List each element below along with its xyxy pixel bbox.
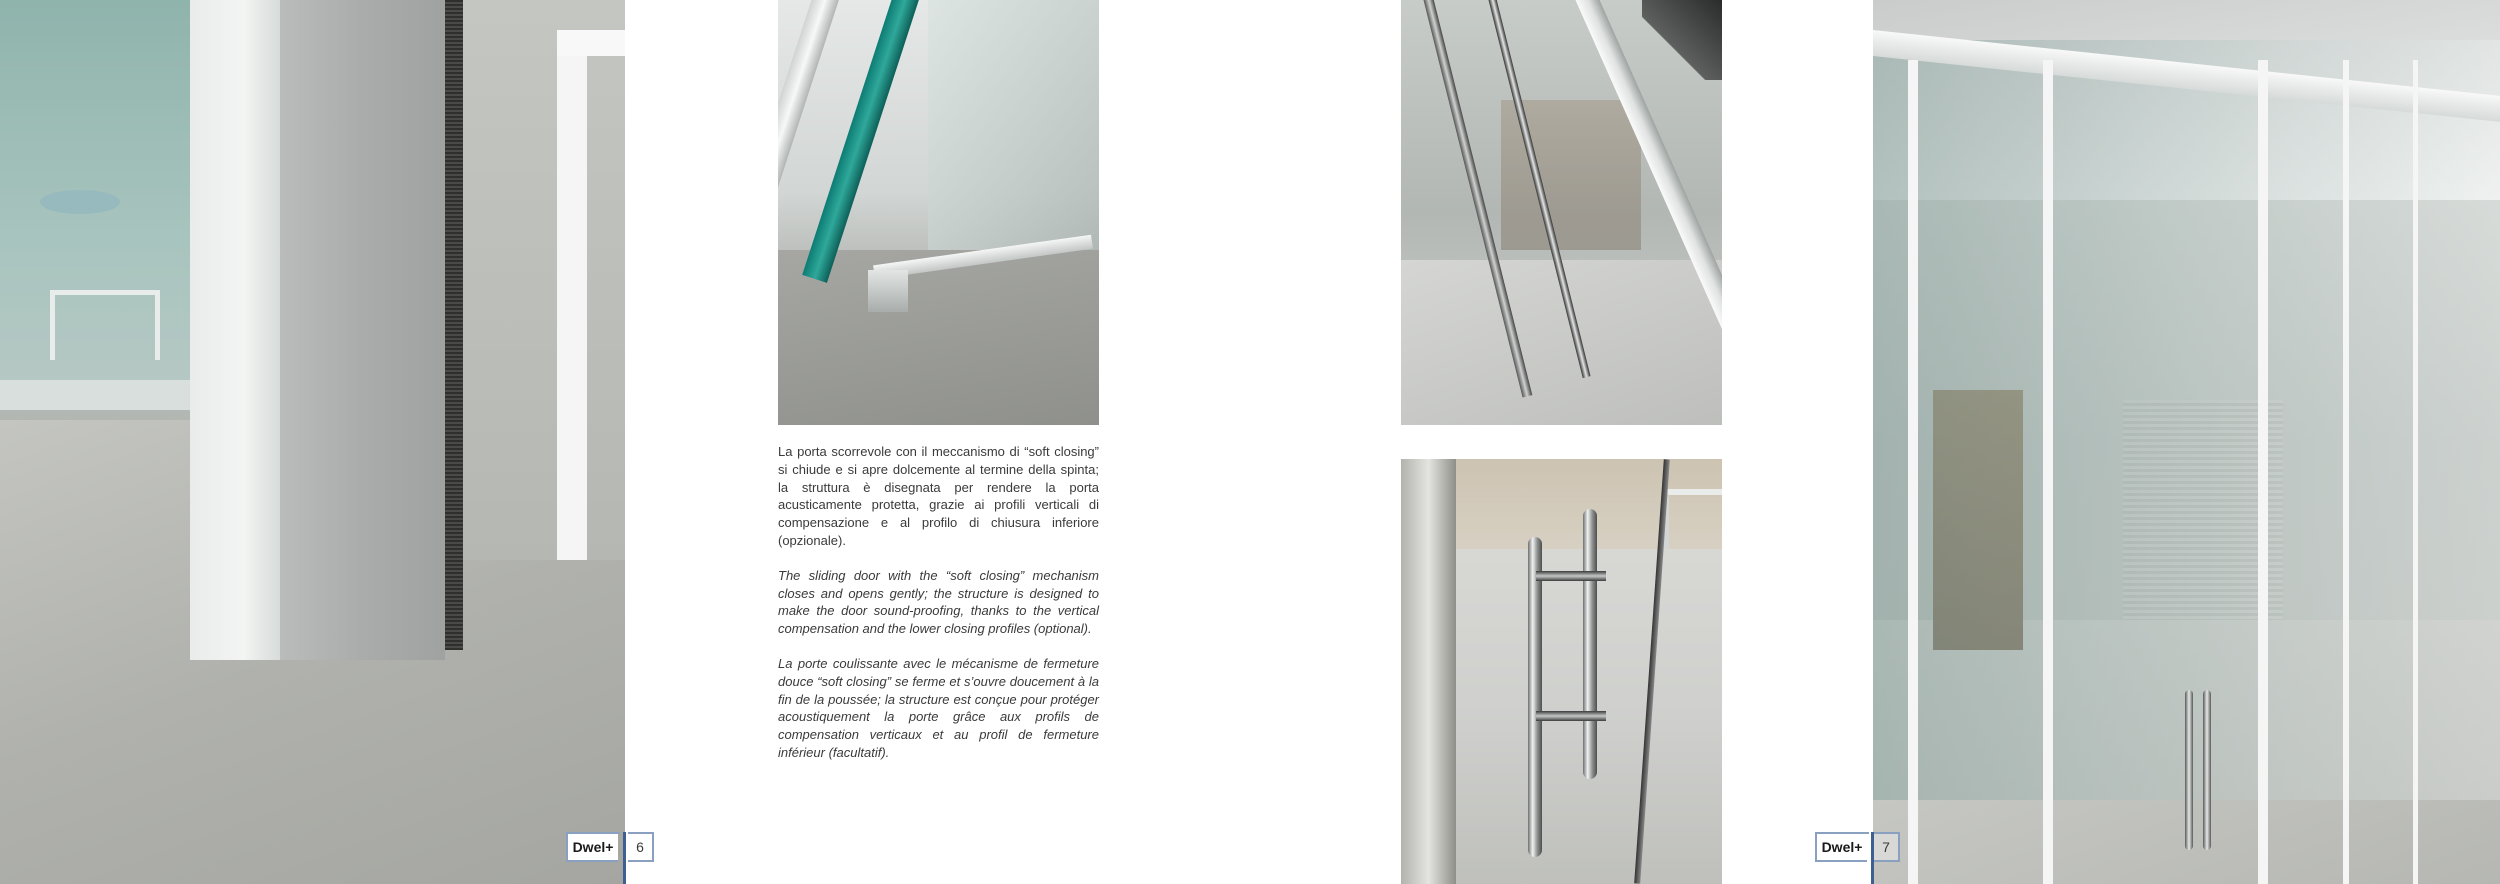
soft-closing-block — [868, 270, 908, 312]
corridor-column-photo — [0, 0, 625, 884]
desk-frame — [50, 290, 160, 360]
door-frame-vertical — [557, 40, 587, 560]
dark-corner — [1642, 0, 1722, 80]
column-seal-brush — [445, 0, 463, 650]
product-description — [778, 443, 1099, 779]
handle-bar — [1528, 537, 1542, 857]
column-light-face — [190, 0, 280, 660]
glass-mullion — [2413, 60, 2418, 884]
description-english: The sliding door with the “soft closing” mechanism closes and opens gently; the structure is designed to make the door sound-proofing, thanks to the vertical compensation and the lower closing profiles (optional). — [778, 567, 1099, 637]
glass-mullion — [2258, 60, 2268, 884]
glass-band — [0, 380, 200, 410]
door-frame-horizontal — [557, 30, 625, 56]
door-handles-angled-photo — [1401, 0, 1722, 425]
glass-pane — [928, 0, 1099, 250]
back-wall — [463, 0, 625, 560]
column-dark-face — [280, 0, 445, 660]
glass-wall-corridor-photo — [1873, 0, 2500, 884]
h-handle-closeup-photo — [1401, 459, 1722, 884]
handle-bar — [1583, 509, 1597, 779]
page-number-right: 7 — [1874, 832, 1900, 862]
page-number-left: 6 — [628, 832, 654, 862]
brand-logo: Dwel+ — [566, 832, 618, 862]
handle-connector — [1536, 711, 1606, 721]
door-pull-handle — [2185, 690, 2193, 850]
door-pull-handle — [2203, 690, 2211, 850]
page-divider — [623, 832, 626, 884]
glass-mullion — [1908, 60, 1918, 884]
door-bottom-detail-photo — [778, 0, 1099, 425]
door-frame — [1401, 459, 1456, 884]
table-frame — [1663, 489, 1722, 549]
glass-mullion — [2343, 60, 2349, 884]
handle-connector — [1536, 571, 1606, 581]
description-italian: La porta scorrevole con il meccanismo di “soft closing” si chiude e si apre dolcemente al termine della spinta; la struttura è disegnata per rendere la porta acusticamente protetta, grazie ai profili verticali di compensazione e al profilo di chiusura inferiore (opzionale). — [778, 444, 1099, 548]
glass-mullion — [2043, 60, 2053, 884]
glass-partition — [1873, 40, 2500, 800]
pendant-lamp — [40, 190, 120, 214]
brand-logo: Dwel+ — [1815, 832, 1867, 862]
description-french: La porte coulissante avec le mécanisme de fermeture douce “soft closing” se ferme et s’ouvre doucement à la fin de la poussée; la structure est conçue pour protéger acoustiquement la porte grâce aux profils de compensation verticaux et au profil de fermeture inférieur (facultatif). — [778, 655, 1099, 760]
